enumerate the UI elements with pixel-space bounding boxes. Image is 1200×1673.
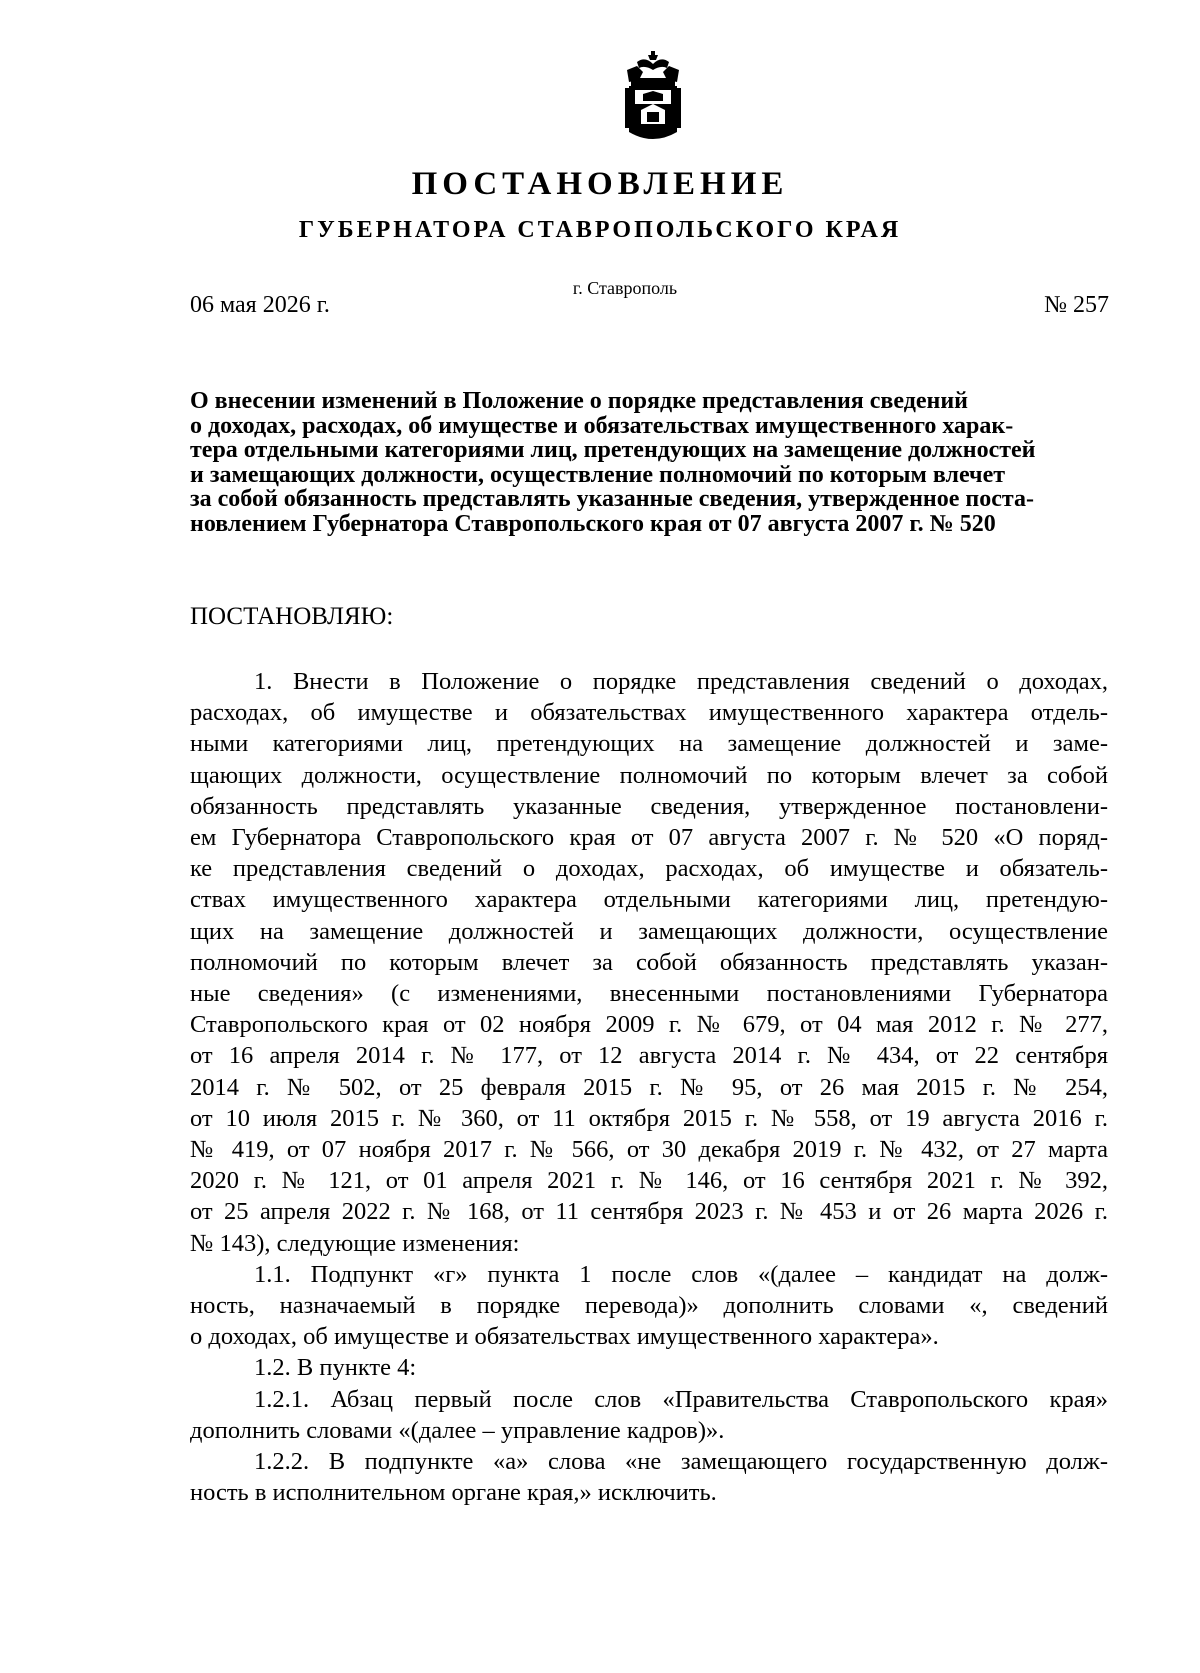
body-line: щих на замещение должностей и замещающих должности, осуществление (190, 917, 1108, 945)
document-subject (190, 389, 1108, 536)
body-line: щающих должности, осуществление полномочий по которым влечет за собой (190, 761, 1108, 789)
body-line: о доходах, об имуществе и обязательствах имущественного характера». (190, 1323, 939, 1351)
body-line: расходах, об имуществе и обязательствах имущественного характера отдель- (190, 699, 1108, 727)
body-line: ность в исполнительном органе края,» исключить. (190, 1479, 717, 1507)
body-line: ными категориями лиц, претендующих на замещение должностей и заме- (190, 730, 1108, 758)
document-type-title: ПОСТАНОВЛЕНИЕ (411, 166, 789, 202)
body-line: от 25 апреля 2022 г. № 168, от 11 сентября 2023 г. № 453 и от 26 марта 2026 г. (190, 1198, 1108, 1226)
subject-line: о доходах, расходах, об имуществе и обязательствах имущественного харак- (190, 412, 1014, 439)
body-line: дополнить словами «(далее – управление кадров)». (190, 1416, 725, 1444)
decree-word: ПОСТАНОВЛЯЮ: (190, 603, 394, 630)
body-line: 1.2. В пункте 4: (254, 1354, 417, 1382)
subject-line: тера отдельными категориями лиц, претендующих на замещение должностей (190, 437, 1036, 463)
body-line: № 143), следующие изменения: (190, 1229, 520, 1257)
document-body (190, 666, 1108, 1508)
document-city: г. Ставрополь (572, 278, 678, 298)
body-line: от 16 апреля 2014 г. № 177, от 12 августа 2014 г. № 434, от 22 сентября (190, 1042, 1108, 1070)
body-line: 2020 г. № 121, от 01 апреля 2021 г. № 146, от 16 сентября 2021 г. № 392, (190, 1167, 1108, 1195)
body-line: 2014 г. № 502, от 25 февраля 2015 г. № 95, от 26 мая 2015 г. № 254, (190, 1073, 1108, 1101)
issuer-title: ГУБЕРНАТОРА СТАВРОПОЛЬСКОГО КРАЯ (298, 217, 902, 243)
body-line: ке представления сведений о доходах, расходах, об имуществе и обязатель- (190, 855, 1108, 883)
body-line: от 10 июля 2015 г. № 360, от 11 октября 2015 г. № 558, от 19 августа 2016 г. (190, 1104, 1108, 1132)
document-date: 06 мая 2026 г. (190, 292, 330, 318)
body-line: 1.2.1. Абзац первый после слов «Правительства Ставропольского края» (254, 1385, 1108, 1413)
body-line: ные сведения» (с изменениями, внесенными постановлениями Губернатора (190, 980, 1108, 1008)
document-number: № 257 (1044, 292, 1109, 318)
subject-line: за собой обязанность представлять указанные сведения, утвержденное поста- (190, 486, 1034, 512)
body-line: ность, назначаемый в порядке перевода)» дополнить словами «, сведений (190, 1292, 1108, 1320)
body-line: № 419, от 07 ноября 2017 г. № 566, от 30 декабря 2019 г. № 432, от 27 марта (190, 1136, 1108, 1164)
body-line: ствах имущественного характера отдельными категориями лиц, претендую- (190, 886, 1108, 914)
body-line: 1.1. Подпункт «г» пункта 1 после слов «(далее – кандидат на долж- (254, 1260, 1108, 1288)
body-line: Ставропольского края от 02 ноября 2009 г. № 679, от 04 мая 2012 г. № 277, (190, 1011, 1108, 1039)
body-line: ем Губернатора Ставропольского края от 07 августа 2007 г. № 520 «О поряд- (190, 824, 1108, 852)
coat-of-arms-emblem (621, 50, 685, 146)
subject-line: О внесении изменений в Положение о порядке представления сведений (190, 388, 969, 414)
subject-line: и замещающих должности, осуществление полномочий по которым влечет (190, 461, 1006, 488)
body-line: обязанность представлять указанные сведения, утвержденное постановлени- (190, 792, 1108, 820)
subject-line: новлением Губернатора Ставропольского края от 07 августа 2007 г. № 520 (190, 510, 996, 537)
body-line: 1. Внести в Положение о порядке представления сведений о доходах, (254, 668, 1108, 695)
body-line: 1.2.2. В подпункте «а» слова «не замещающего государственную долж- (254, 1448, 1108, 1476)
body-line: полномочий по которым влечет за собой обязанность представлять указан- (190, 948, 1108, 976)
